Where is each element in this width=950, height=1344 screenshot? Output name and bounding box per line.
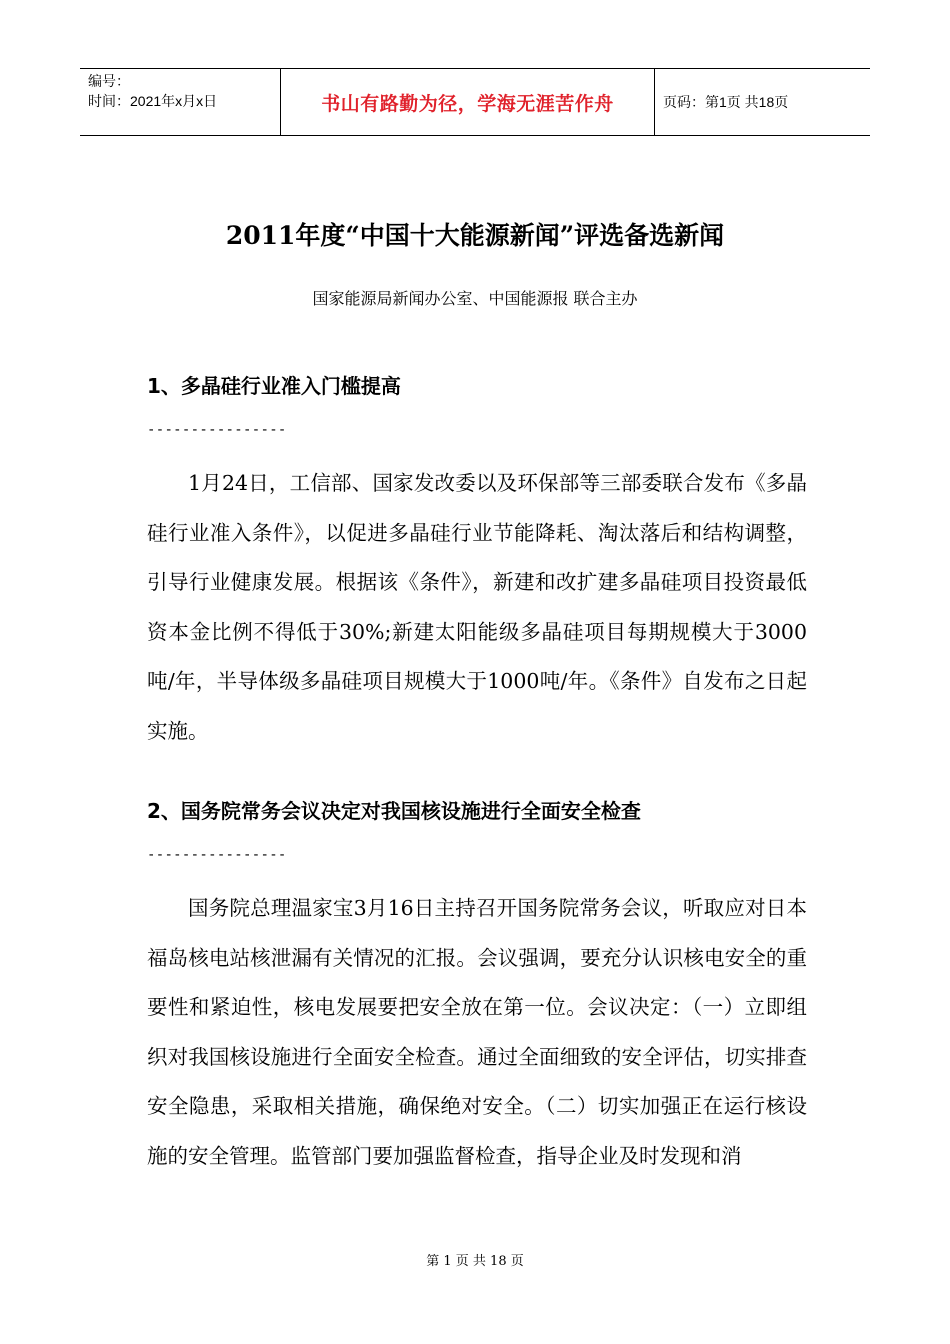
section-2-heading: 2、国务院常务会议决定对我国核设施进行全面安全检查: [147, 799, 641, 823]
document-subtitle: 国家能源局新闻办公室、中国能源报 联合主办: [312, 289, 638, 308]
section-1-divider: ----------------: [147, 422, 287, 438]
document-code-label: 编号：: [88, 73, 130, 89]
section-2-divider: ----------------: [147, 847, 287, 863]
section-1-heading: 1、多晶硅行业准入门槛提高: [147, 374, 401, 398]
header-meta-cell: [80, 69, 281, 135]
header-page-cell: [655, 69, 870, 135]
page-header: [80, 68, 870, 136]
header-motto-cell: [281, 69, 655, 135]
document-title: 2011年度“中国十大能源新闻”评选备选新闻: [225, 221, 725, 250]
header-page-info: 页码：第1页 共18页: [663, 94, 789, 110]
section-2-body: 国务院总理温家宝3月16日主持召开国务院常务会议，听取应对日本福岛核电站核泄漏有关情况的汇报。会议强调，要充分认识核电安全的重要性和紧迫性，核电发展要把安全放在第一位。会议决定：（一）立即组织对我国核设施进行全面安全检查。通过全面细致的安全评估，切实排查安全隐患，采取相关措施，确保绝对安全。（二）切实加强正在运行核设施的安全管理。监管部门要加强监督检查，指导企业及时发现和消: [147, 896, 807, 1168]
section-1-body: 1月24日，工信部、国家发改委以及环保部等三部委联合发布《多晶硅行业准入条件》，以促进多晶硅行业节能降耗、淘汰落后和结构调整，引导行业健康发展。根据该《条件》，新建和改扩建多晶硅项目投资最低资本金比例不得低于30%;新建太阳能级多晶硅项目每期规模大于3000吨/年，半导体级多晶硅项目规模大于1000吨/年。《条件》自发布之日起实施。: [147, 471, 807, 743]
document-date-label: 时间：2021年x月x日: [88, 93, 218, 109]
header-motto: 书山有路勤为径，学海无涯苦作舟: [321, 92, 614, 115]
page-footer: 第 1 页 共 18 页: [426, 1254, 524, 1269]
